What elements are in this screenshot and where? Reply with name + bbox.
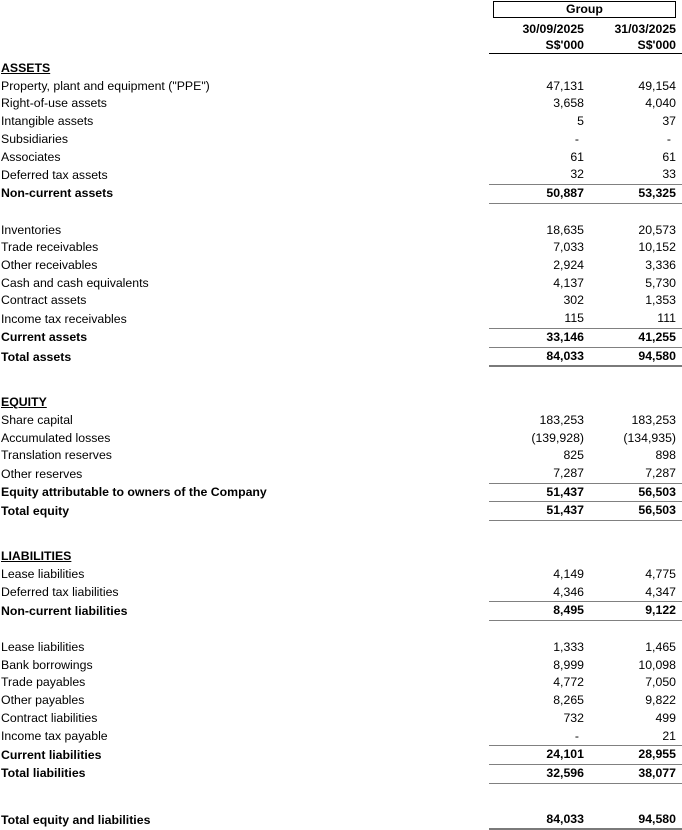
row-gap	[585, 131, 594, 149]
row-label: Lease liabilities	[1, 566, 85, 581]
row-value-col2: 111	[657, 311, 676, 326]
row-value-col2: 4,347	[645, 584, 676, 599]
spacer-row	[0, 521, 682, 540]
row-gap	[585, 674, 594, 692]
table-row	[0, 412, 682, 430]
row-value-col2: 21	[662, 728, 676, 743]
table-row	[0, 166, 682, 184]
row-gap	[585, 811, 594, 830]
liabilities-title: LIABILITIES	[1, 549, 72, 564]
row-label: Deferred tax assets	[1, 167, 108, 182]
header-gap	[585, 37, 594, 54]
row-gap	[585, 502, 594, 521]
row-value-col2: (134,935)	[623, 430, 676, 445]
row-label: Trade receivables	[1, 240, 99, 255]
row-value-col2: 898	[655, 448, 676, 463]
column-headers	[489, 21, 682, 54]
row-label: Non-current liabilities	[1, 603, 128, 618]
row-value-col2: -	[666, 131, 671, 146]
table-row	[0, 639, 682, 657]
row-value-col1: 4,346	[553, 584, 584, 599]
row-value-col1: -	[574, 728, 579, 743]
row-value-col2: 3,336	[645, 258, 676, 273]
row-value-col1: 32	[570, 167, 584, 182]
row-label: Contract assets	[1, 293, 87, 308]
row-gap	[585, 764, 594, 783]
header-unit-row	[489, 37, 682, 54]
subtotal-row-current-liabilities	[0, 746, 682, 765]
row-value-col2: 4,040	[645, 96, 676, 111]
group-label: Group	[566, 2, 603, 16]
spacer-row	[0, 385, 682, 394]
row-value-col2: 28,955	[594, 746, 682, 765]
assets-title: ASSETS	[1, 61, 51, 75]
row-value-col1: 84,033	[489, 347, 585, 366]
row-gap	[585, 566, 594, 584]
row-value-col2: 61	[662, 149, 676, 164]
row-gap	[585, 710, 594, 728]
row-gap	[585, 483, 594, 502]
row-value-col1: -	[574, 131, 579, 146]
row-gap	[585, 310, 594, 328]
row-value-col1: 51,437	[489, 483, 585, 502]
table-row	[0, 657, 682, 675]
subtotal-row-noncurrent-liabilities	[0, 602, 682, 621]
row-value-col1: 2,924	[553, 258, 584, 273]
row-gap	[585, 275, 594, 293]
header-gap	[585, 21, 594, 37]
table-row	[0, 275, 682, 293]
row-gap	[585, 149, 594, 167]
row-value-col2: 183,253	[631, 412, 676, 427]
table-row	[0, 566, 682, 584]
row-gap	[585, 602, 594, 621]
column-2-unit: S$'000	[594, 37, 682, 54]
row-label: Non-current assets	[1, 186, 114, 201]
row-gap	[585, 113, 594, 131]
row-value-col1: 8,265	[553, 693, 584, 708]
row-value-col1: 3,658	[553, 96, 584, 111]
section-heading-equity	[0, 394, 682, 412]
row-value-col1: 32,596	[489, 764, 585, 783]
row-label: Income tax receivables	[1, 311, 127, 326]
row-value-col1: 18,635	[546, 222, 584, 237]
group-column-header	[493, 1, 676, 18]
row-value-col2: 49,154	[638, 78, 676, 93]
row-gap	[585, 184, 594, 203]
row-value-col2: 56,503	[594, 483, 682, 502]
row-value-col1: 4,772	[553, 675, 584, 690]
row-gap	[585, 257, 594, 275]
header-date-row	[489, 21, 682, 37]
row-gap	[585, 222, 594, 240]
row-label: Total equity and liabilities	[1, 812, 151, 827]
row-value-col1: 61	[570, 149, 584, 164]
row-value-col2: 94,580	[594, 811, 682, 830]
row-value-col1: (139,928)	[531, 430, 584, 445]
table-row	[0, 728, 682, 746]
total-row-total-assets	[0, 347, 682, 366]
row-value-col1: 115	[564, 311, 584, 326]
row-label: Trade payables	[1, 675, 86, 690]
row-value-col2: 4,775	[645, 566, 676, 581]
row-value-col2: 499	[655, 710, 676, 725]
row-value-col2: 20,573	[638, 222, 676, 237]
row-gap	[585, 239, 594, 257]
table-row	[0, 710, 682, 728]
row-gap	[585, 728, 594, 746]
row-label: Income tax payable	[1, 729, 108, 743]
subtotal-row-noncurrent-assets	[0, 184, 682, 203]
row-label: Contract liabilities	[1, 710, 98, 725]
row-label: Inventories	[1, 222, 62, 237]
table-row	[0, 149, 682, 167]
table-row	[0, 674, 682, 692]
total-row-total-liabilities	[0, 764, 682, 783]
row-gap	[585, 412, 594, 430]
row-label: Share capital	[1, 412, 73, 427]
row-value-col2: 7,050	[645, 675, 676, 690]
row-gap	[585, 746, 594, 765]
row-value-col1: 4,137	[553, 275, 584, 290]
table-row	[0, 292, 682, 310]
equity-title: EQUITY	[1, 395, 47, 410]
row-value-col1: 84,033	[489, 811, 585, 830]
row-value-col2: 94,580	[594, 347, 682, 366]
row-gap	[585, 430, 594, 448]
row-value-col1: 24,101	[489, 746, 585, 765]
table-row	[0, 113, 682, 131]
table-row	[0, 584, 682, 602]
row-value-col1: 8,999	[553, 657, 584, 672]
total-row-total-equity	[0, 502, 682, 521]
row-label: Equity attributable to owners of the Company	[1, 485, 267, 500]
table-row	[0, 310, 682, 328]
row-value-col2: 1,353	[645, 293, 676, 308]
row-gap	[585, 95, 594, 113]
row-label: Other reserves	[1, 466, 83, 481]
row-value-col2: 33	[662, 167, 676, 182]
column-1-date: 30/09/2025	[522, 22, 584, 36]
statement-header	[0, 0, 682, 60]
row-gap	[585, 78, 594, 96]
row-label: Current liabilities	[1, 747, 102, 762]
row-value-col1: 8,495	[489, 602, 585, 621]
row-value-col1: 302	[563, 293, 584, 308]
row-label: Subsidiaries	[1, 131, 68, 146]
row-value-col2: 9,122	[594, 602, 682, 621]
row-value-col1: 5	[577, 114, 584, 129]
spacer-row	[0, 203, 682, 222]
row-label: Total assets	[1, 349, 72, 364]
row-gap	[585, 584, 594, 602]
table-row	[0, 95, 682, 113]
subtotal-row-equity-attributable	[0, 483, 682, 502]
row-value-col2: 1,465	[645, 639, 676, 654]
row-label: Bank borrowings	[1, 657, 93, 672]
row-value-col2: 38,077	[594, 764, 682, 783]
row-label: Deferred tax liabilities	[1, 585, 119, 600]
row-value-col2: 10,098	[638, 657, 676, 672]
row-label: Intangible assets	[1, 114, 94, 129]
row-label: Right-of-use assets	[1, 96, 107, 111]
table-row	[0, 239, 682, 257]
row-value-col1: 825	[563, 448, 584, 463]
row-label: Accumulated losses	[1, 430, 111, 445]
section-heading-liabilities	[0, 548, 682, 566]
row-value-col2: 9,822	[645, 693, 676, 708]
table-row	[0, 465, 682, 483]
table-row	[0, 430, 682, 448]
row-gap	[585, 692, 594, 710]
spacer-row	[0, 802, 682, 811]
table-row	[0, 222, 682, 240]
row-value-col2: 10,152	[638, 240, 676, 255]
table-row	[0, 257, 682, 275]
row-value-col1: 4,149	[553, 566, 584, 581]
row-gap	[585, 657, 594, 675]
row-value-col2: 56,503	[594, 502, 682, 521]
row-label: Other receivables	[1, 258, 98, 273]
row-value-col1: 51,437	[489, 502, 585, 521]
row-value-col2: 41,255	[594, 328, 682, 347]
row-label: Cash and cash equivalents	[1, 275, 149, 290]
row-label: Total liabilities	[1, 766, 86, 781]
row-value-col1: 1,333	[553, 639, 584, 654]
row-value-col2: 37	[662, 114, 676, 129]
row-gap	[585, 292, 594, 310]
row-value-col1: 183,253	[539, 412, 584, 427]
spacer-row	[0, 539, 682, 548]
spacer-row	[0, 620, 682, 639]
row-gap	[585, 465, 594, 483]
row-value-col1: 732	[563, 710, 584, 725]
table-row	[0, 692, 682, 710]
column-1-unit: S$'000	[489, 37, 585, 54]
total-row-equity-and-liabilities	[0, 811, 682, 830]
row-value-col1: 50,887	[489, 184, 585, 203]
table-row	[0, 447, 682, 465]
row-label: Associates	[1, 149, 61, 164]
row-value-col1: 7,033	[553, 240, 584, 255]
row-value-col1: 33,146	[489, 328, 585, 347]
row-gap	[585, 347, 594, 366]
row-gap	[585, 328, 594, 347]
row-value-col2: 53,325	[594, 184, 682, 203]
row-value-col2: 5,730	[645, 275, 676, 290]
row-value-col2: 7,287	[645, 466, 676, 481]
row-label: Translation reserves	[1, 448, 112, 463]
row-label: Current assets	[1, 330, 88, 345]
table-row	[0, 78, 682, 96]
row-label: Other payables	[1, 693, 85, 708]
row-gap	[585, 166, 594, 184]
table-row	[0, 131, 682, 149]
row-label: Lease liabilities	[1, 639, 85, 654]
subtotal-row-current-assets	[0, 328, 682, 347]
row-label: Property, plant and equipment ("PPE")	[1, 78, 210, 93]
spacer-row	[0, 366, 682, 385]
financial-table	[0, 60, 682, 830]
row-value-col1: 7,287	[553, 466, 584, 481]
spacer-row	[0, 783, 682, 802]
column-2-date: 31/03/2025	[614, 22, 676, 36]
row-gap	[585, 447, 594, 465]
row-gap	[585, 639, 594, 657]
section-heading-assets	[0, 60, 682, 78]
row-label: Total equity	[1, 503, 70, 518]
row-value-col1: 47,131	[546, 78, 584, 93]
